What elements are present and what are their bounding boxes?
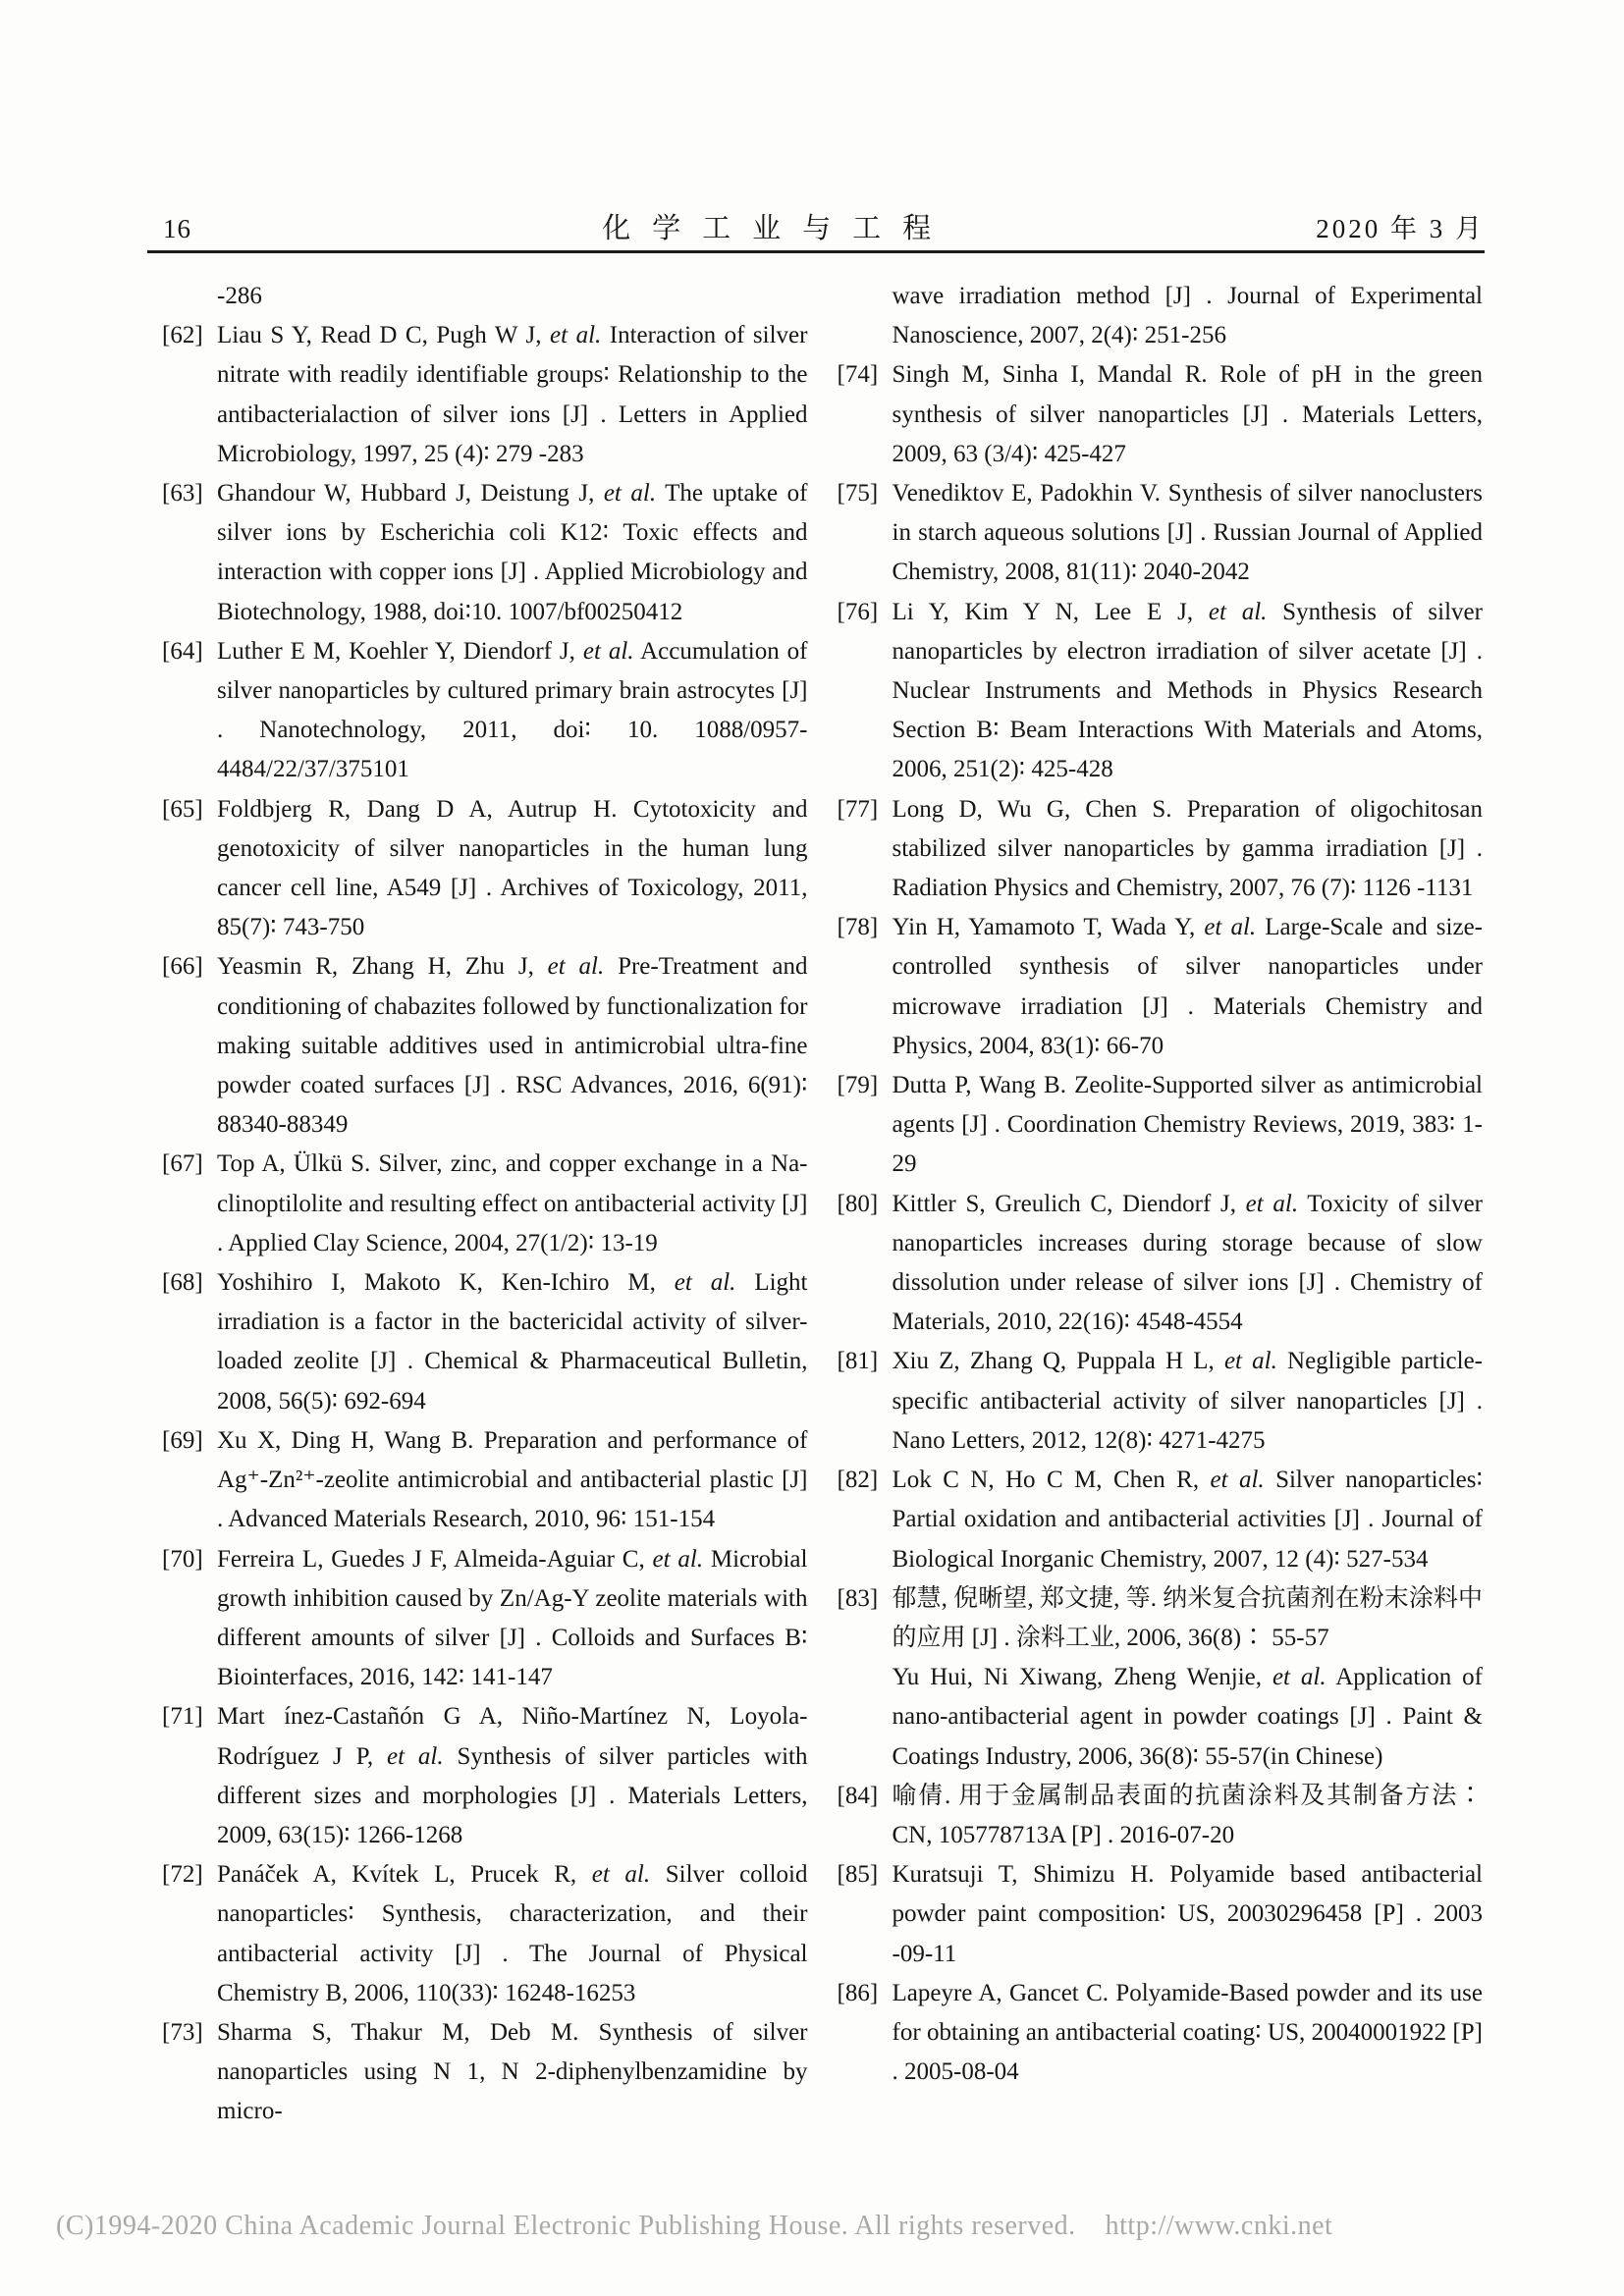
reference-number: [64] bbox=[162, 637, 203, 665]
reference-number: [75] bbox=[837, 480, 879, 507]
reference-number: [73] bbox=[162, 2018, 203, 2046]
reference-item bbox=[838, 1974, 1484, 2093]
reference-number: [77] bbox=[837, 795, 879, 823]
reference-text: Foldbjerg R, Dang D A, Autrup H. Cytotoxicity and genotoxicity of silver nanoparticles in the human lung cancer cell line, A549 [J] . Archives of Toxicology, 2011, 85(7)∶ 743-750 bbox=[217, 795, 808, 941]
reference-item bbox=[838, 1855, 1484, 1974]
reference-text: Top A, Ülkü S. Silver, zinc, and copper exchange in a Na-clinoptilolite and resulting effect on antibacterial activity [J] . Applied Clay Science, 2004, 27(1/2)∶ 13-19 bbox=[217, 1150, 808, 1256]
reference-number bbox=[838, 277, 893, 355]
reference-text: Li Y, Kim Y N, Lee E J, et al. Synthesis of silver nanoparticles by electron irradiation of silver acetate [J] . Nuclear Instruments and Methods in Physics Research Section B∶ Beam Interactions With Materials and Atoms, 2006, 251(2)∶ 425-428 bbox=[892, 598, 1483, 783]
header-rule bbox=[147, 250, 1485, 253]
reference-text: Dutta P, Wang B. Zeolite-Supported silver as antimicrobial agents [J] . Coordination Chemistry Reviews, 2019, 383∶ 1-29 bbox=[892, 1072, 1483, 1178]
reference-number: [69] bbox=[162, 1426, 203, 1454]
reference-number: [67] bbox=[162, 1150, 203, 1178]
references-column-right bbox=[838, 277, 1484, 2132]
reference-item bbox=[838, 1461, 1484, 1579]
reference-text: Ghandour W, Hubbard J, Deistung J, et al. The uptake of silver ions by Escherichia coli K12∶ Toxic effects and interaction with copper ions [J] . Applied Microbiology and Biotechnology, 1988, doi∶10. 1007/bf00250412 bbox=[217, 480, 808, 625]
reference-number: [63] bbox=[162, 480, 203, 507]
reference-text: Sharma S, Thakur M, Deb M. Synthesis of silver nanoparticles using N 1, N 2-diphenylbenzamidine by micro- bbox=[217, 2018, 808, 2125]
reference-number: [71] bbox=[162, 1703, 203, 1731]
reference-item bbox=[838, 908, 1484, 1066]
references-section bbox=[162, 277, 1483, 2132]
reference-item bbox=[162, 1697, 808, 1855]
issue-date: 2020 年 3 月 bbox=[1316, 214, 1485, 243]
reference-item bbox=[162, 947, 808, 1145]
reference-continuation bbox=[838, 277, 1484, 355]
reference-item bbox=[838, 1185, 1484, 1343]
reference-continuation bbox=[162, 277, 808, 316]
reference-number: [85] bbox=[837, 1861, 879, 1889]
reference-text: Xiu Z, Zhang Q, Puppala H L, et al. Negligible particle-specific antibacterial activity of silver nanoparticles [J] . Nano Letters, 2012, 12(8)∶ 4271-4275 bbox=[892, 1348, 1483, 1454]
reference-text: Yin H, Yamamoto T, Wada Y, et al. Large-Scale and size-controlled synthesis of silver nanoparticles under microwave irradiation [J] . Materials Chemistry and Physics, 2004, 83(1)∶ 66-70 bbox=[892, 914, 1483, 1059]
reference-text: 喻倩. 用于金属制品表面的抗菌涂料及其制备方法∶ CN, 105778713A [P] . 2016-07-20 bbox=[892, 1782, 1483, 1848]
reference-item bbox=[162, 1145, 808, 1263]
reference-number: [70] bbox=[162, 1545, 203, 1573]
reference-item bbox=[162, 2013, 808, 2132]
reference-number: [74] bbox=[837, 361, 879, 389]
reference-text: Luther E M, Koehler Y, Diendorf J, et al. Accumulation of silver nanoparticles by cultured primary brain astrocytes [J] . Nanotechnology, 2011, doi∶ 10. 1088/0957-4484/22/37/375101 bbox=[217, 637, 808, 783]
reference-number: [68] bbox=[162, 1269, 203, 1297]
reference-item bbox=[838, 355, 1484, 474]
reference-number: [72] bbox=[162, 1861, 203, 1889]
reference-item bbox=[838, 1579, 1484, 1777]
cnki-url: http://www.cnki.net bbox=[1105, 2211, 1333, 2241]
reference-item bbox=[838, 790, 1484, 909]
reference-item bbox=[838, 1066, 1484, 1185]
reference-text: wave irradiation method [J] . Journal of Experimental Nanoscience, 2007, 2(4)∶ 251-256 bbox=[892, 283, 1483, 349]
reference-number: [66] bbox=[162, 953, 203, 981]
reference-text: Liau S Y, Read D C, Pugh W J, et al. Interaction of silver nitrate with readily identifiable groups∶ Relationship to the antibacterialaction of silver ions [J] . Letters in Applied Microbiology, 1997, 25 (4)∶ 279 -283 bbox=[217, 322, 808, 467]
reference-number: [79] bbox=[837, 1072, 879, 1099]
reference-item bbox=[162, 790, 808, 948]
reference-text: Lok C N, Ho C M, Chen R, et al. Silver nanoparticles∶ Partial oxidation and antibacterial activities [J] . Journal of Biological Inorganic Chemistry, 2007, 12 (4)∶ 527-534 bbox=[892, 1467, 1483, 1573]
reference-number: [80] bbox=[837, 1190, 879, 1217]
reference-item bbox=[162, 632, 808, 790]
reference-text: Kuratsuji T, Shimizu H. Polyamide based antibacterial powder paint composition∶ US, 20030296458 [P] . 2003 -09-11 bbox=[892, 1861, 1483, 1967]
reference-text: Xu X, Ding H, Wang B. Preparation and performance of Ag⁺-Zn²⁺-zeolite antimicrobial and antibacterial plastic [J] . Advanced Materials Research, 2010, 96∶ 151-154 bbox=[217, 1426, 808, 1533]
reference-number: [81] bbox=[837, 1348, 879, 1375]
reference-text: Long D, Wu G, Chen S. Preparation of oligochitosan stabilized silver nanoparticles by gamma irradiation [J] . Radiation Physics and Chemistry, 2007, 76 (7)∶ 1126 -1131 bbox=[892, 795, 1483, 902]
reference-item bbox=[162, 474, 808, 632]
reference-text: Kittler S, Greulich C, Diendorf J, et al. Toxicity of silver nanoparticles increases during storage because of slow dissolution under release of silver ions [J] . Chemistry of Materials, 2010, 22(16)∶ 4548-4554 bbox=[892, 1190, 1484, 1336]
reference-text: Yeasmin R, Zhang H, Zhu J, et al. Pre-Treatment and conditioning of chabazites followed by functionalization for making suitable additives used in antimicrobial ultra-fine powder coated surfaces [J] . RSC Advances, 2016, 6(91)∶ 88340-88349 bbox=[217, 953, 808, 1139]
reference-number bbox=[162, 277, 217, 316]
page-header bbox=[147, 206, 1485, 246]
reference-number: [62] bbox=[162, 322, 203, 349]
reference-item bbox=[162, 1263, 808, 1421]
reference-item bbox=[162, 1540, 808, 1698]
reference-text: 郁慧, 倪晰望, 郑文捷, 等. 纳米复合抗菌剂在粉末涂料中的应用 [J] . 涂料工业, 2006, 36(8)∶ 55-57 Yu Hui, Ni Xiwang, Zheng Wenjie, et al. Application of nano-antibacterial agent in powder coatings [J] . Paint & Coatings Industry, 2006, 36(8)∶ 55-57(in Chinese) bbox=[892, 1584, 1483, 1770]
reference-text: Yoshihiro I, Makoto K, Ken-Ichiro M, et al. Light irradiation is a factor in the bactericidal activity of silver-loaded zeolite [J] . Chemical & Pharmaceutical Bulletin, 2008, 56(5)∶ 692-694 bbox=[217, 1269, 808, 1415]
reference-text: Venediktov E, Padokhin V. Synthesis of silver nanoclusters in starch aqueous solutions [J] . Russian Journal of Applied Chemistry, 2008, 81(11)∶ 2040-2042 bbox=[892, 480, 1483, 586]
reference-text: Mart ínez-Castañón G A, Niño-Martínez N, Loyola-Rodríguez J P, et al. Synthesis of silver particles with different sizes and morphologies [J] . Materials Letters, 2009, 63(15)∶ 1266-1268 bbox=[217, 1703, 808, 1848]
reference-item bbox=[838, 474, 1484, 593]
reference-item bbox=[162, 1855, 808, 2013]
reference-number: [76] bbox=[837, 598, 879, 625]
reference-item bbox=[162, 316, 808, 474]
page-footer bbox=[56, 2211, 1568, 2242]
reference-item bbox=[838, 1777, 1484, 1855]
copyright-notice: (C)1994-2020 China Academic Journal Electronic Publishing House. All rights reserved. bbox=[56, 2211, 1076, 2241]
journal-title: 化学工业与工程 bbox=[602, 213, 953, 244]
reference-item bbox=[162, 1421, 808, 1540]
page-number: 16 bbox=[163, 214, 191, 243]
reference-number: [84] bbox=[837, 1782, 879, 1809]
reference-number: [83] bbox=[837, 1584, 879, 1612]
reference-item bbox=[838, 593, 1484, 790]
reference-text: Singh M, Sinha I, Mandal R. Role of pH in the green synthesis of silver nanoparticles [J] . Materials Letters, 2009, 63 (3/4)∶ 425-427 bbox=[892, 361, 1483, 467]
reference-text: -286 bbox=[217, 283, 262, 309]
reference-text: Ferreira L, Guedes J F, Almeida-Aguiar C, et al. Microbial growth inhibition caused by Zn/Ag-Y zeolite materials with different amounts of silver [J] . Colloids and Surfaces B∶ Biointerfaces, 2016, 142∶ 141-147 bbox=[217, 1545, 808, 1691]
reference-number: [82] bbox=[837, 1467, 879, 1494]
reference-text: Lapeyre A, Gancet C. Polyamide-Based powder and its use for obtaining an antibacterial coating∶ US, 20040001922 [P] . 2005-08-04 bbox=[892, 1979, 1483, 2086]
reference-number: [78] bbox=[837, 914, 879, 941]
reference-number: [65] bbox=[162, 795, 203, 823]
reference-number: [86] bbox=[837, 1979, 879, 2006]
references-column-left bbox=[162, 277, 808, 2132]
reference-item bbox=[838, 1342, 1484, 1461]
reference-text: Panáček A, Kvítek L, Prucek R, et al. Silver colloid nanoparticles∶ Synthesis, characterization, and their antibacterial activity [J] . The Journal of Physical Chemistry B, 2006, 110(33)∶ 16248-16253 bbox=[217, 1861, 808, 2006]
